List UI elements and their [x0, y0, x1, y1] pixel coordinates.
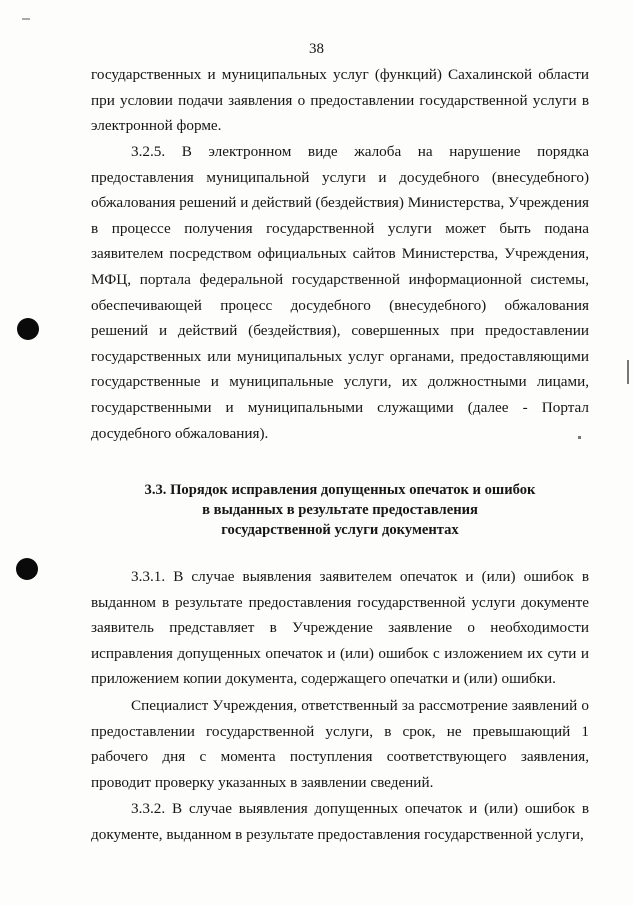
paragraph-3-3-2 — [91, 796, 589, 847]
paragraph-3-3-1-text: 3.3.1. В случае выявления заявителем опечаток и (или) ошибок в выданном в результате предоставления государственной услуги документе заявитель представляет в Учреждение заявление о необходимости исправления допущенных опечаток и (или) ошибок с изложением их сути и приложением копии документа, содержащего опечатки и (или) ошибки. — [91, 568, 589, 688]
scan-speck — [22, 18, 30, 20]
paragraph-3-2-5 — [91, 139, 589, 446]
paragraph-3-2-5-text: 3.2.5. В электронном виде жалоба на нарушение порядка предоставления муниципальной услуги и досудебного (внесудебного) обжалования решений и действий (бездействия) Министерства, Учреждения в процессе получения государственной услуги может быть подана заявителем посредством официальных сайтов Министерства, Учреждения, МФЦ, портала федеральной государственной информационной системы, обеспечивающей процесс досудебного (внесудебного) обжалования решений и действий (бездействия), совершенных при предоставлении государственных или муниципальных услуг органами, предоставляющими государственные и муниципальные услуги, их должностными лицами, государственными и муниципальными служащими (далее - Портал досудебного обжалования). — [91, 143, 589, 442]
paragraph-3-3-2-text: 3.3.2. В случае выявления допущенных опечаток и (или) ошибок в документе, выданном в результате предоставления государственной услуги, — [91, 800, 589, 843]
section-heading-line-3: государственной услуги документах — [221, 522, 459, 538]
section-heading-line-1: 3.3. Порядок исправления допущенных опечаток и ошибок — [144, 482, 536, 498]
paragraph-3-3-1 — [91, 564, 589, 692]
paragraph-intro-continuation — [91, 62, 589, 139]
paragraph-specialist — [91, 693, 589, 795]
section-heading-3-3 — [91, 480, 589, 540]
paragraph-intro-text: государственных и муниципальных услуг (функций) Сахалинской области при условии подачи заявления о предоставлении государственной услуги в электронной форме. — [91, 66, 589, 135]
section-heading-line-2: в выданных в результате предоставления — [202, 502, 478, 518]
scan-mark — [627, 360, 629, 384]
punch-hole-upper — [17, 318, 39, 340]
paragraph-specialist-text: Специалист Учреждения, ответственный за рассмотрение заявлений о предоставлении государственной услуги, в срок, не превышающий 1 рабочего дня с момента поступления соответствующего заявления, проводит проверку указанных в заявлении сведений. — [91, 697, 589, 791]
page-number: 38 — [309, 41, 324, 57]
punch-hole-lower — [16, 558, 38, 580]
scan-speck — [578, 436, 581, 439]
